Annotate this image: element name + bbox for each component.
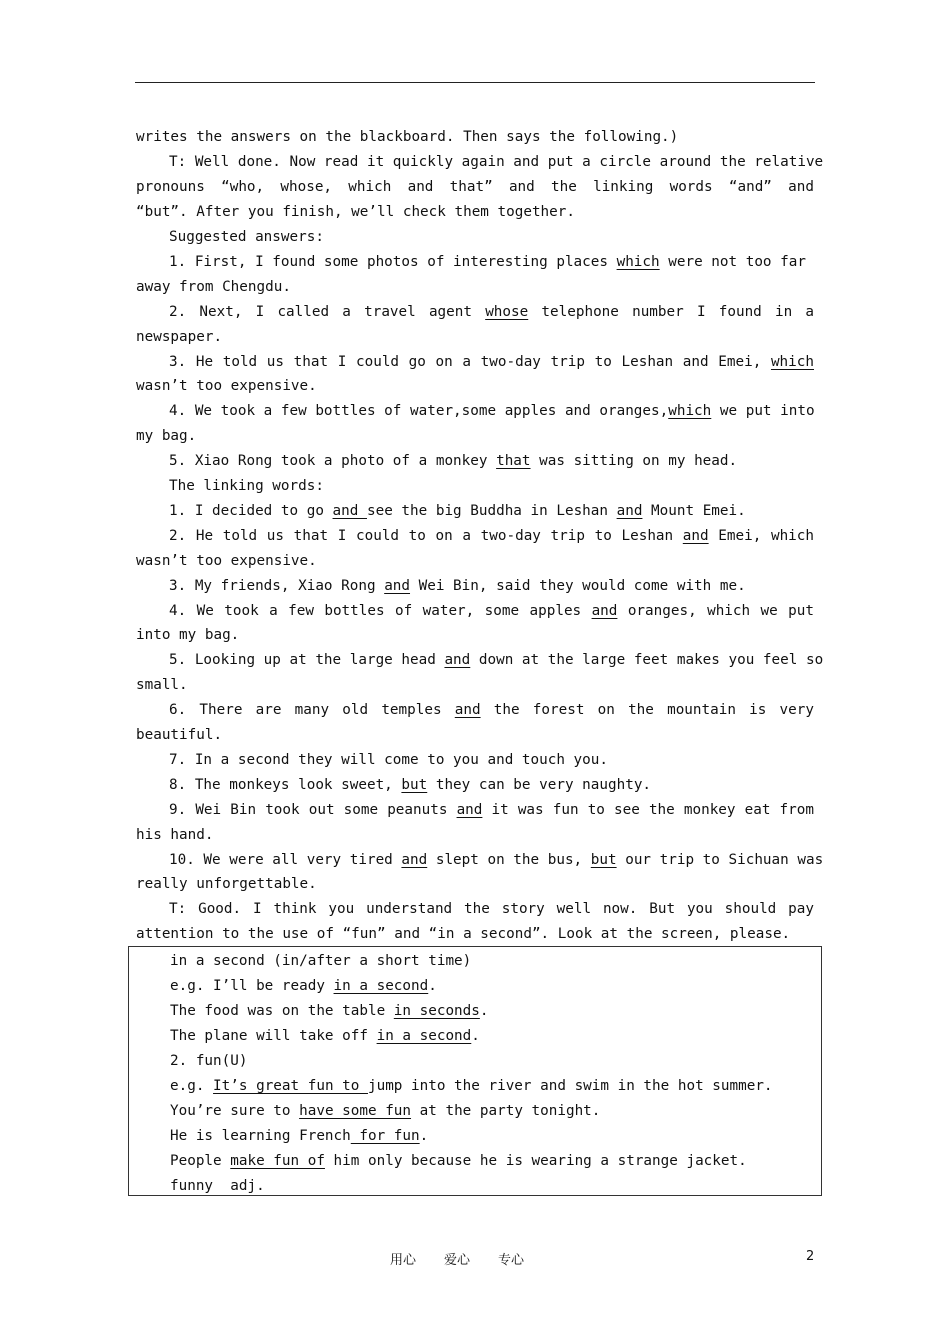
text-line: The linking words:: [169, 478, 324, 494]
text-line: small.: [136, 677, 188, 693]
text-line: 5. Xiao Rong took a photo of a monkey that was sitting on my head.: [169, 453, 738, 469]
box-line: People make fun of him only because he is wearing a strange jacket.: [170, 1153, 747, 1169]
text-line: 5. Looking up at the large head and down at the large feet makes you feel so: [169, 652, 824, 668]
page-footer: [390, 1249, 552, 1268]
text-line: wasn’t too expensive.: [136, 553, 317, 569]
text-line: 1. First, I found some photos of interesting places which were not too far: [169, 254, 806, 270]
text-line: 10. We were all very tired and slept on the bus, but our trip to Sichuan was: [169, 852, 824, 868]
text-line: Suggested answers:: [169, 229, 324, 245]
text-line: 4. We took a few bottles of water,some apples and oranges,which we put into: [169, 403, 815, 419]
text-line: 3. He told us that I could go on a two-day trip to Leshan and Emei, which: [169, 354, 814, 370]
text-line: into my bag.: [136, 627, 240, 643]
box-line: He is learning French for fun.: [170, 1128, 429, 1144]
footer-text: 爱心: [444, 1253, 471, 1268]
box-line: e.g. It’s great fun to jump into the river and swim in the hot summer.: [170, 1078, 773, 1094]
text-line: really unforgettable.: [136, 876, 317, 892]
page-number: 2: [806, 1249, 815, 1264]
text-line: writes the answers on the blackboard. Then says the following.): [136, 129, 679, 145]
text-line: his hand.: [136, 827, 214, 843]
text-line: attention to the use of “fun” and “in a second”. Look at the screen, please.: [136, 926, 791, 942]
box-line: 2. fun(U): [170, 1053, 248, 1069]
text-line: newspaper.: [136, 329, 223, 345]
text-line: 6. There are many old temples and the forest on the mountain is very: [169, 702, 814, 718]
text-line: my bag.: [136, 428, 197, 444]
footer-text: 用心: [390, 1253, 417, 1268]
text-line: 2. Next, I called a travel agent whose telephone number I found in a: [169, 304, 814, 320]
text-line: 2. He told us that I could to on a two-day trip to Leshan and Emei, which: [169, 528, 814, 544]
text-line: 3. My friends, Xiao Rong and Wei Bin, said they would come with me.: [169, 578, 746, 594]
text-line: T: Good. I think you understand the story well now. But you should pay: [169, 901, 814, 917]
text-line: beautiful.: [136, 727, 223, 743]
text-line: pronouns “who, whose, which and that” and the linking words “and” and: [136, 179, 814, 195]
text-line: “but”. After you finish, we’ll check them together.: [136, 204, 575, 220]
text-line: away from Chengdu.: [136, 279, 291, 295]
box-line: The plane will take off in a second.: [170, 1028, 480, 1044]
text-line: wasn’t too expensive.: [136, 378, 317, 394]
box-line: The food was on the table in seconds.: [170, 1003, 489, 1019]
footer-text: 专心: [498, 1253, 525, 1268]
box-line: funny adj.: [170, 1178, 265, 1194]
text-line: 1. I decided to go and see the big Buddha in Leshan and Mount Emei.: [169, 503, 746, 519]
text-line: 7. In a second they will come to you and touch you.: [169, 752, 608, 768]
header-rule: [135, 82, 815, 83]
text-line: 4. We took a few bottles of water, some apples and oranges, which we put: [169, 603, 814, 619]
text-line: T: Well done. Now read it quickly again and put a circle around the relative: [169, 154, 824, 170]
text-line: 9. Wei Bin took out some peanuts and it was fun to see the monkey eat from: [169, 802, 814, 818]
box-line: in a second (in/after a short time): [170, 953, 472, 969]
text-line: 8. The monkeys look sweet, but they can be very naughty.: [169, 777, 652, 793]
box-line: You’re sure to have some fun at the party tonight.: [170, 1103, 601, 1119]
box-line: e.g. I’ll be ready in a second.: [170, 978, 437, 994]
